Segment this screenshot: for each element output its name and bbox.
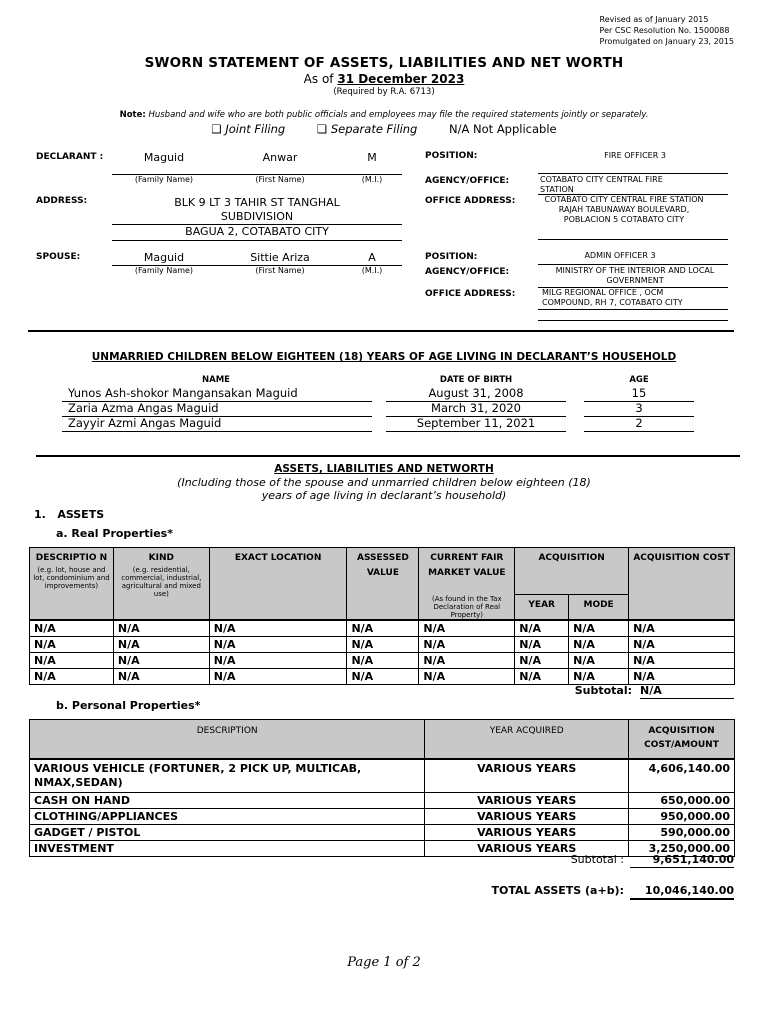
as-of-prefix: As of bbox=[303, 72, 334, 86]
real-col-acquisition-cost: ACQUISITION COST bbox=[629, 548, 735, 620]
assets-subheading-2: years of age living in declarant’s household) bbox=[261, 489, 507, 502]
personal-item-year: VARIOUS YEARS bbox=[425, 825, 629, 841]
declarant-family-label: (Family Name) bbox=[134, 175, 194, 184]
revision-line-1: Revised as of January 2015 bbox=[599, 15, 709, 24]
real-col-acquisition: ACQUISITION bbox=[515, 548, 629, 595]
personal-item-cost: 650,000.00 bbox=[629, 793, 735, 809]
total-assets-label: TOTAL ASSETS (a+b): bbox=[491, 884, 624, 897]
child-age: 15 bbox=[631, 386, 647, 400]
personal-item-description: INVESTMENT bbox=[30, 841, 425, 857]
revision-line-3: Promulgated on January 23, 2015 bbox=[599, 37, 734, 46]
revision-note bbox=[600, 14, 734, 47]
spouse-first-name: Sittie Ariza bbox=[250, 251, 310, 264]
office-rule bbox=[538, 239, 728, 240]
children-heading: UNMARRIED CHILDREN BELOW EIGHTEEN (18) YEARS OF AGE LIVING IN DECLARANT’S HOUSEHOLD bbox=[91, 351, 677, 363]
personal-item-description: VARIOUS VEHICLE (FORTUNER, 2 PICK UP, MULTICAB, NMAX,SEDAN) bbox=[30, 759, 425, 793]
personal-item-year: VARIOUS YEARS bbox=[425, 841, 629, 857]
real-subtotal-value: N/A bbox=[640, 684, 734, 699]
spouse-office-rule-1 bbox=[538, 309, 728, 310]
children-col-name: NAME bbox=[202, 375, 230, 385]
child-rule bbox=[386, 431, 566, 432]
spouse-position-label: POSITION: bbox=[425, 252, 478, 262]
table-row: N/A N/A N/A N/A N/A N/A N/A N/A bbox=[30, 620, 735, 637]
personal-col-year: YEAR ACQUIRED bbox=[425, 720, 629, 760]
agency-label: AGENCY/OFFICE: bbox=[425, 176, 510, 186]
real-properties-label: a. Real Properties* bbox=[56, 527, 173, 540]
child-dob: August 31, 2008 bbox=[428, 386, 524, 400]
address-line-3: BAGUA 2, COTABATO CITY bbox=[185, 225, 329, 238]
office-address-label: OFFICE ADDRESS: bbox=[425, 196, 516, 206]
personal-item-description: CLOTHING/APPLIANCES bbox=[30, 809, 425, 825]
declarant-mi: M bbox=[367, 151, 377, 164]
personal-item-cost: 3,250,000.00 bbox=[629, 841, 735, 857]
address-line-2: SUBDIVISION bbox=[220, 210, 294, 223]
real-col-description-note: (e.g. lot, house and lot, condominium and improvements) bbox=[33, 566, 110, 590]
personal-col-description: DESCRIPTION bbox=[30, 720, 425, 760]
table-row: N/A N/A N/A N/A N/A N/A N/A N/A bbox=[30, 652, 735, 668]
spouse-office-rule-2 bbox=[538, 320, 728, 321]
not-applicable-option[interactable]: N/A Not Applicable bbox=[449, 122, 557, 136]
declarant-first-label: (First Name) bbox=[255, 175, 305, 184]
personal-properties-table bbox=[29, 719, 735, 857]
child-age: 3 bbox=[635, 401, 643, 415]
revision-line-2: Per CSC Resolution No. 1500088 bbox=[599, 26, 730, 35]
spouse-label: SPOUSE: bbox=[36, 252, 81, 262]
child-rule bbox=[584, 431, 694, 432]
spouse-position: ADMIN OFFICER 3 bbox=[584, 251, 656, 260]
personal-item-year: VARIOUS YEARS bbox=[425, 793, 629, 809]
table-row bbox=[30, 759, 735, 793]
document-title: SWORN STATEMENT OF ASSETS, LIABILITIES AND NET WORTH bbox=[144, 55, 624, 71]
assets-label: 1. ASSETS bbox=[34, 508, 105, 521]
personal-col-cost: ACQUISITION COST/AMOUNT bbox=[629, 720, 735, 760]
section-divider-2 bbox=[36, 455, 740, 457]
real-col-description: DESCRIPTIO N (e.g. lot, house and lot, condominium and improvements) bbox=[30, 548, 114, 620]
position-rule bbox=[538, 173, 728, 174]
children-col-dob: DATE OF BIRTH bbox=[439, 375, 513, 385]
personal-item-cost: 950,000.00 bbox=[629, 809, 735, 825]
declarant-agency: COTABATO CITY CENTRAL FIRE STATION bbox=[540, 175, 663, 194]
declarant-family-name: Maguid bbox=[143, 151, 185, 164]
as-of-line bbox=[0, 72, 768, 86]
joint-filing-checkbox[interactable]: ❑ Joint Filing bbox=[211, 122, 286, 136]
table-row bbox=[30, 809, 735, 825]
real-col-location: EXACT LOCATION bbox=[209, 548, 347, 620]
page-number: Page 1 of 2 bbox=[347, 955, 421, 970]
note-label: Note: bbox=[119, 110, 146, 120]
personal-properties-label: b. Personal Properties* bbox=[56, 699, 201, 712]
assets-subheading-1: (Including those of the spouse and unmarried children below eighteen (18) bbox=[177, 476, 591, 489]
spouse-office-label: OFFICE ADDRESS: bbox=[425, 289, 516, 299]
child-name: Zayyir Azmi Angas Maguid bbox=[68, 416, 222, 430]
address-rule-2 bbox=[112, 240, 402, 241]
filing-options bbox=[0, 122, 768, 136]
address-line-1: BLK 9 LT 3 TAHIR ST TANGHAL bbox=[174, 196, 340, 209]
personal-item-description: GADGET / PISTOL bbox=[30, 825, 425, 841]
declarant-office-address: COTABATO CITY CENTRAL FIRE STATION RAJAH TABUNAWAY BOULEVARD, POBLACION 5 COTABATO CITY bbox=[544, 195, 704, 224]
spouse-family-name: Maguid bbox=[143, 251, 185, 264]
child-dob: September 11, 2021 bbox=[416, 416, 536, 430]
spouse-agency: MINISTRY OF THE INTERIOR AND LOCAL GOVERNMENT bbox=[555, 266, 715, 285]
table-row bbox=[30, 793, 735, 809]
table-row: N/A N/A N/A N/A N/A N/A N/A N/A bbox=[30, 636, 735, 652]
personal-item-year: VARIOUS YEARS bbox=[425, 759, 629, 793]
as-of-date: 31 December 2023 bbox=[337, 72, 465, 86]
children-col-age: AGE bbox=[629, 375, 649, 385]
declarant-label: DECLARANT : bbox=[36, 152, 104, 162]
spouse-first-label: (First Name) bbox=[255, 266, 305, 275]
position-label: POSITION: bbox=[425, 151, 478, 161]
total-assets-value: 10,046,140.00 bbox=[630, 884, 734, 900]
real-col-assessed-value: ASSESSED VALUE bbox=[347, 548, 419, 620]
real-col-fair-market-value: CURRENT FAIR MARKET VALUE bbox=[419, 548, 515, 595]
note-line bbox=[0, 110, 768, 120]
real-properties-table bbox=[29, 547, 735, 685]
required-by: (Required by R.A. 6713) bbox=[333, 87, 435, 97]
real-subtotal-label: Subtotal: bbox=[574, 684, 632, 697]
table-row bbox=[30, 841, 735, 857]
section-divider-1 bbox=[28, 330, 734, 332]
spouse-position-rule bbox=[538, 264, 728, 265]
child-name: Zaria Azma Angas Maguid bbox=[68, 401, 219, 415]
personal-item-cost: 590,000.00 bbox=[629, 825, 735, 841]
assets-heading: ASSETS, LIABILITIES AND NETWORTH bbox=[274, 463, 494, 475]
personal-subtotal-value: 9,651,140.00 bbox=[630, 853, 734, 868]
separate-filing-checkbox[interactable]: ❑ Separate Filing bbox=[316, 122, 418, 136]
spouse-office-address: MILG REGIONAL OFFICE , OCM COMPOUND, RH 7, COTABATO CITY bbox=[542, 288, 683, 307]
table-row bbox=[30, 825, 735, 841]
spouse-mi-label: (M.I.) bbox=[361, 266, 383, 275]
table-row: N/A N/A N/A N/A N/A N/A N/A N/A bbox=[30, 668, 735, 684]
note-text: Husband and wife who are both public officials and employees may file the required statements jointly or separately. bbox=[148, 110, 649, 120]
real-col-mode: MODE bbox=[569, 595, 629, 620]
spouse-mi: A bbox=[368, 251, 376, 264]
spouse-agency-label: AGENCY/OFFICE: bbox=[425, 267, 510, 277]
personal-item-description: CASH ON HAND bbox=[30, 793, 425, 809]
child-rule bbox=[62, 431, 372, 432]
address-label: ADDRESS: bbox=[36, 196, 88, 206]
declarant-position: FIRE OFFICER 3 bbox=[604, 151, 666, 160]
child-dob: March 31, 2020 bbox=[431, 401, 521, 415]
child-name: Yunos Ash-shokor Mangansakan Maguid bbox=[68, 386, 298, 400]
real-col-kind: KIND (e.g. residential, commercial, industrial, agricultural and mixed use) bbox=[113, 548, 209, 620]
declarant-mi-label: (M.I.) bbox=[361, 175, 383, 184]
personal-item-year: VARIOUS YEARS bbox=[425, 809, 629, 825]
personal-item-cost: 4,606,140.00 bbox=[629, 759, 735, 793]
personal-subtotal-label: Subtotal : bbox=[570, 853, 624, 866]
real-col-kind-note: (e.g. residential, commercial, industrial, agricultural and mixed use) bbox=[121, 566, 202, 598]
spouse-family-label: (Family Name) bbox=[134, 266, 194, 275]
real-col-fair-note: (As found in the Tax Declaration of Real Property) bbox=[432, 594, 502, 619]
child-age: 2 bbox=[635, 416, 643, 430]
real-col-year: YEAR bbox=[515, 595, 569, 620]
declarant-first-name: Anwar bbox=[262, 151, 298, 164]
